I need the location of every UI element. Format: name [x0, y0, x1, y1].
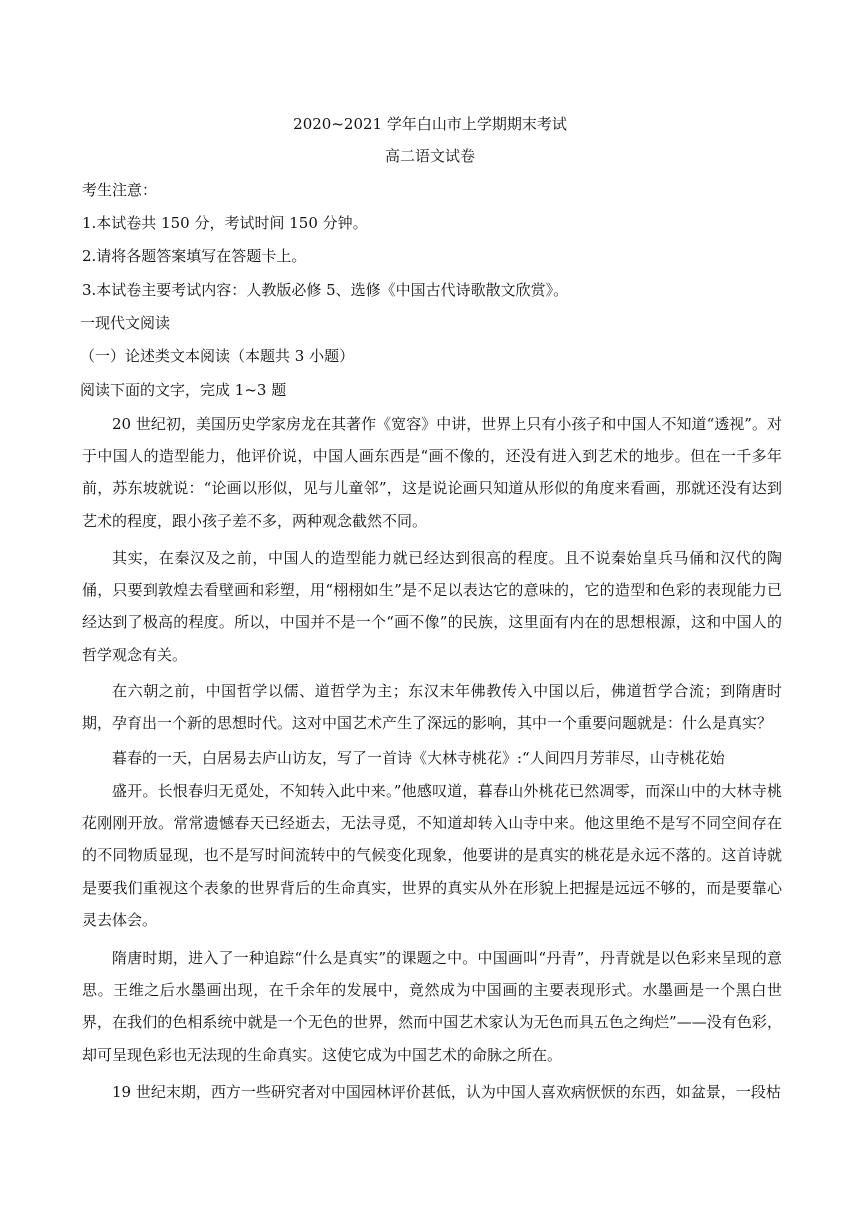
section-heading: 一现代文阅读 [80, 314, 171, 332]
article-paragraph: 19 世纪末期，西方一些研究者对中国园林评价甚低，认为中国人喜欢病恹恹的东西，如盆景，一段枯 [112, 1083, 781, 1101]
notice-item-1: 1.本试卷共 150 分，考试时间 150 分钟。 [82, 214, 368, 232]
article-paragraph: 暮春的一天，白居易去庐山访友，写了一首诗《大林寺桃花》:“人间四月芳菲尽，山寺桃花始 [112, 749, 725, 767]
section-part: （一）论述类文本阅读（本题共 3 小题） [80, 347, 355, 365]
exam-title: 2020~2021 学年白山市上学期期末考试 [293, 115, 567, 133]
article-paragraph: 盛开。长恨春归无觅处，不知转入此中来。”他感叹道，暮春山外桃花已然凋零，而深山中的大林寺桃花刚刚开放。常常遗憾春天已经逝去，无法寻觅，不知道却转入山寺中来。他这里绝不是写不同空间存在的不同物质显现，也不是写时间流转中的气候变化现象，他要讲的是真实的桃花是永远不落的。这首诗就是要我们重视这个表象的世界背后的生命真实，世界的真实从外在形貌上把握是远远不够的，而是要靠心灵去体会。 [82, 782, 782, 929]
article-paragraph: 在六朝之前，中国哲学以儒、道哲学为主；东汉末年佛教传入中国以后，佛道哲学合流；到隋唐时期，孕育出一个新的思想时代。这对中国艺术产生了深远的影响，其中一个重要问题就是：什么是真实？ [82, 682, 782, 733]
article-paragraph: 隋唐时期，进入了一种追踪“什么是真实”的课题之中。中国画叫“丹青”，丹青就是以色彩来呈现的意思。王维之后水墨画出现，在千余年的发展中，竟然成为中国画的主要表现形式。水墨画是一个黑白世界，在我们的色相系统中就是一个无色的世界，然而中国艺术家认为无色而具五色之绚烂”——没有色彩，却可呈现色彩也无法现的生命真实。这使它成为中国艺术的命脉之所在。 [82, 949, 782, 1064]
notice-item-2: 2.请将各题答案填写在答题卡上。 [82, 247, 307, 265]
section-instruction: 阅读下面的文字，完成 1~3 题 [80, 381, 287, 399]
notice-heading: 考生注意： [82, 181, 158, 199]
notice-item-3: 3.本试卷主要考试内容：人教版必修 5、选修《中国古代诗歌散文欣赏》。 [82, 281, 569, 299]
article-paragraph: 其实，在秦汉及之前，中国人的造型能力就已经达到很高的程度。且不说秦始皇兵马俑和汉代的陶俑，只要到敦煌去看壁画和彩塑，用“栩栩如生”是不足以表达它的意味的，它的造型和色彩的表现能力已经达到了极高的程度。所以，中国并不是一个“画不像”的民族，这里面有内在的思想根源，这和中国人的哲学观念有关。 [82, 549, 782, 664]
article-paragraph: 20 世纪初，美国历史学家房龙在其著作《宽容》中讲，世界上只有小孩子和中国人不知道“透视”。对于中国人的造型能力，他评价说，中国人画东西是“画不像的，还没有进入到艺术的地步。但在一千多年前，苏东坡就说：“论画以形似，见与儿童邻”，这是说论画只知道从形似的角度来看画，那就还没有达到艺术的程度，跟小孩子差不多，两种观念截然不同。 [82, 415, 782, 530]
exam-subtitle: 高二语文试卷 [384, 147, 475, 165]
